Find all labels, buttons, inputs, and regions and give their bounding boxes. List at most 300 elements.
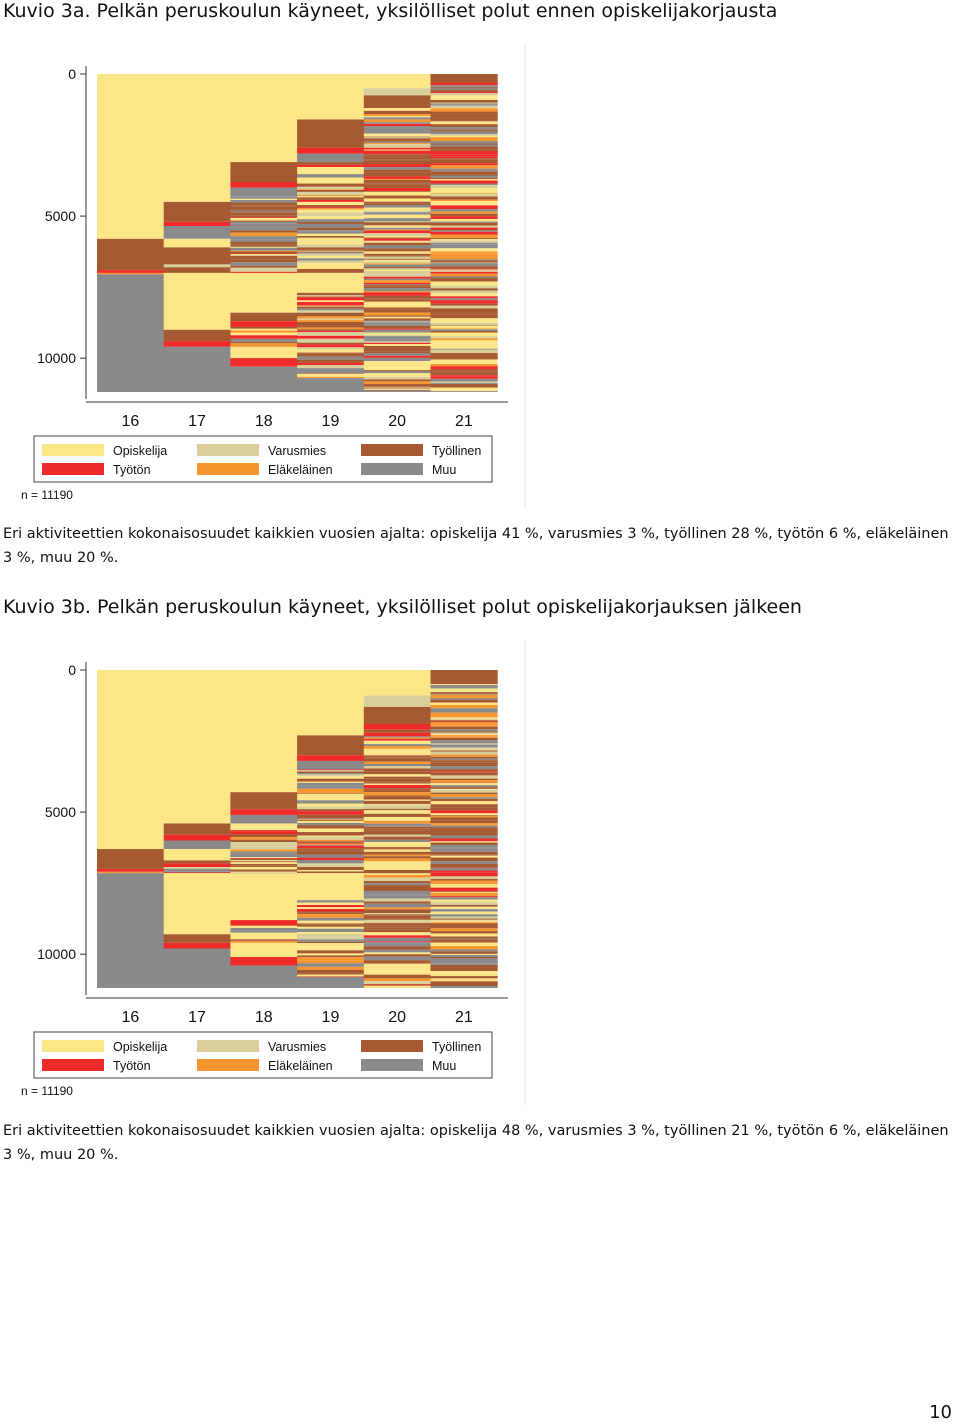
- sequence-stripe-tyollinen: [431, 828, 498, 830]
- sequence-segment-muu: [97, 274, 164, 392]
- sequence-segment-tyollinen: [230, 162, 297, 182]
- sequence-stripe-muu: [364, 284, 431, 285]
- sequence-stripe-tyollinen: [364, 831, 431, 834]
- sequence-stripe-tyollinen: [431, 369, 498, 371]
- sequence-stripe-elakelainen: [297, 320, 364, 322]
- sequence-stripe-opiskelija: [431, 320, 498, 323]
- sequence-stripe-elakelainen: [431, 725, 498, 726]
- sequence-stripe-muu: [230, 200, 297, 201]
- sequence-stripe-opiskelija: [297, 238, 364, 241]
- sequence-stripe-varusmies: [431, 748, 498, 749]
- sequence-stripe-tyollinen: [364, 298, 431, 300]
- sequence-stripe-tyollinen: [431, 788, 498, 789]
- sequence-stripe-muu: [230, 224, 297, 228]
- sequence-stripe-tyoton: [164, 872, 231, 873]
- legend-swatch-elakelainen: [197, 463, 259, 475]
- sequence-stripe-muu: [431, 391, 498, 392]
- sequence-stripe-opiskelija: [431, 282, 498, 284]
- sequence-stripe-tyollinen: [431, 372, 498, 375]
- sequence-stripe-opiskelija: [431, 813, 498, 815]
- sequence-stripe-tyoton: [364, 151, 431, 155]
- sequence-stripe-tyollinen: [364, 757, 431, 759]
- sequence-stripe-tyollinen: [297, 942, 364, 943]
- sequence-stripe-tyoton: [431, 871, 498, 873]
- sequence-stripe-elakelainen: [431, 165, 498, 168]
- sequence-stripe-tyollinen: [364, 777, 431, 779]
- sequence-stripe-muu: [431, 685, 498, 688]
- sequence-stripe-tyollinen: [364, 885, 431, 887]
- sequence-stripe-elakelainen: [230, 330, 297, 332]
- sequence-stripe-tyollinen: [431, 214, 498, 217]
- sequence-segment-opiskelija: [364, 670, 431, 696]
- sequence-stripe-opiskelija: [230, 333, 297, 336]
- sequence-stripe-varusmies: [431, 743, 498, 744]
- sequence-stripe-muu: [431, 849, 498, 852]
- sequence-stripe-varusmies: [230, 842, 297, 844]
- sequence-stripe-tyollinen: [431, 223, 498, 226]
- sequence-stripe-tyollinen: [297, 205, 364, 206]
- sequence-stripe-tyollinen: [364, 191, 431, 192]
- n-label: n = 11190: [21, 1084, 73, 1098]
- sequence-stripe-tyollinen: [364, 267, 431, 268]
- sequence-stripe-tyoton: [431, 151, 498, 154]
- sequence-stripe-muu: [297, 823, 364, 825]
- sequence-stripe-opiskelija: [297, 776, 364, 778]
- sequence-stripe-tyollinen: [297, 871, 364, 873]
- sequence-stripe-elakelainen: [364, 280, 431, 283]
- sequence-stripe-tyollinen: [364, 887, 431, 891]
- sequence-stripe-elakelainen: [431, 816, 498, 817]
- sequence-segment-muu: [97, 873, 164, 988]
- sequence-stripe-elakelainen: [431, 716, 498, 717]
- legend-swatch-varusmies: [197, 444, 259, 456]
- sequence-stripe-muu: [297, 174, 364, 177]
- x-tick-label: 21: [454, 413, 473, 430]
- sequence-stripe-tyollinen: [431, 843, 498, 845]
- sequence-stripe-muu: [364, 736, 431, 737]
- sequence-stripe-muu: [431, 329, 498, 331]
- sequence-stripe-elakelainen: [431, 893, 498, 896]
- sequence-stripe-tyollinen: [364, 185, 431, 188]
- sequence-stripe-opiskelija: [364, 225, 431, 227]
- sequence-stripe-muu: [364, 167, 431, 168]
- sequence-stripe-elakelainen: [297, 844, 364, 845]
- sequence-stripe-tyollinen: [230, 230, 297, 232]
- sequence-stripe-muu: [364, 123, 431, 124]
- sequence-stripe-elakelainen: [297, 960, 364, 963]
- sequence-stripe-opiskelija: [431, 283, 498, 285]
- sequence-stripe-opiskelija: [364, 964, 431, 967]
- n-label: n = 11190: [21, 488, 73, 502]
- sequence-stripe-tyollinen: [364, 827, 431, 829]
- sequence-stripe-varusmies: [164, 867, 231, 869]
- sequence-stripe-tyoton: [431, 375, 498, 376]
- sequence-stripe-varusmies: [364, 981, 431, 984]
- sequence-stripe-muu: [431, 710, 498, 712]
- sequence-stripe-opiskelija: [431, 691, 498, 692]
- sequence-stripe-opiskelija: [297, 251, 364, 252]
- sequence-stripe-tyollinen: [364, 852, 431, 855]
- sequence-stripe-tyollinen: [364, 256, 431, 257]
- sequence-stripe-tyollinen: [364, 791, 431, 792]
- sequence-stripe-tyollinen: [431, 919, 498, 920]
- sequence-stripe-tyollinen: [230, 939, 297, 940]
- sequence-stripe-tyoton: [431, 888, 498, 892]
- sequence-stripe-muu: [297, 231, 364, 234]
- sequence-stripe-tyollinen: [297, 820, 364, 821]
- sequence-segment-varusmies: [164, 264, 231, 267]
- sequence-segment-tyoton: [230, 321, 297, 327]
- sequence-stripe-tyollinen: [297, 313, 364, 317]
- sequence-stripe-varusmies: [364, 335, 431, 336]
- sequence-chart-3a: [20, 44, 530, 509]
- sequence-stripe-tyollinen: [431, 983, 498, 986]
- sequence-stripe-tyollinen: [431, 115, 498, 118]
- y-tick-label: 0: [68, 66, 76, 82]
- sequence-stripe-elakelainen: [364, 179, 431, 180]
- sequence-stripe-elakelainen: [364, 387, 431, 388]
- sequence-stripe-tyoton: [364, 985, 431, 986]
- sequence-stripe-elakelainen: [297, 789, 364, 792]
- sequence-stripe-tyollinen: [364, 730, 431, 732]
- sequence-stripe-muu: [431, 708, 498, 710]
- sequence-stripe-tyoton: [364, 941, 431, 942]
- sequence-stripe-tyollinen: [364, 111, 431, 114]
- sequence-stripe-tyollinen: [297, 343, 364, 345]
- legend-swatch-tyollinen: [361, 444, 423, 456]
- sequence-stripe-opiskelija: [230, 935, 297, 937]
- sequence-stripe-tyoton: [364, 124, 431, 126]
- sequence-stripe-opiskelija: [364, 373, 431, 376]
- sequence-stripe-opiskelija: [431, 933, 498, 936]
- sequence-stripe-opiskelija: [431, 734, 498, 735]
- sequence-stripe-opiskelija: [431, 684, 498, 685]
- sequence-stripe-tyollinen: [364, 759, 431, 761]
- x-tick-label: 19: [321, 1009, 340, 1026]
- sequence-segment-opiskelija: [230, 273, 297, 313]
- sequence-stripe-muu: [364, 245, 431, 248]
- sequence-stripe-elakelainen: [431, 193, 498, 194]
- sequence-stripe-opiskelija: [297, 948, 364, 950]
- sequence-stripe-varusmies: [431, 920, 498, 921]
- sequence-stripe-tyollinen: [297, 970, 364, 973]
- sequence-stripe-varusmies: [431, 194, 498, 196]
- sequence-stripe-muu: [364, 944, 431, 947]
- sequence-stripe-tyollinen: [431, 288, 498, 290]
- sequence-stripe-elakelainen: [431, 251, 498, 253]
- sequence-stripe-opiskelija: [431, 783, 498, 786]
- sequence-stripe-muu: [431, 740, 498, 743]
- sequence-stripe-opiskelija: [364, 861, 431, 864]
- sequence-stripe-tyollinen: [364, 756, 431, 757]
- sequence-stripe-muu: [431, 383, 498, 384]
- sequence-stripe-varusmies: [297, 339, 364, 342]
- sequence-stripe-tyoton: [431, 232, 498, 235]
- sequence-stripe-varusmies: [297, 770, 364, 771]
- sequence-stripe-tyoton: [297, 302, 364, 306]
- sequence-stripe-tyollinen: [431, 804, 498, 807]
- sequence-stripe-opiskelija: [364, 986, 431, 988]
- sequence-stripe-tyollinen: [230, 259, 297, 262]
- sequence-stripe-tyollinen: [364, 183, 431, 185]
- sequence-stripe-muu: [364, 122, 431, 123]
- sequence-stripe-muu: [164, 869, 231, 872]
- sequence-stripe-tyollinen: [230, 245, 297, 247]
- sequence-stripe-tyollinen: [230, 252, 297, 254]
- sequence-stripe-varusmies: [297, 936, 364, 938]
- sequence-stripe-tyollinen: [297, 247, 364, 249]
- sequence-stripe-varusmies: [364, 257, 431, 259]
- sequence-segment-muu: [230, 815, 297, 824]
- sequence-stripe-opiskelija: [297, 903, 364, 905]
- sequence-stripe-tyoton: [364, 935, 431, 937]
- sequence-stripe-tyollinen: [431, 171, 498, 175]
- sequence-stripe-tyoton: [431, 721, 498, 722]
- sequence-stripe-muu: [297, 800, 364, 803]
- sequence-stripe-opiskelija: [431, 239, 498, 240]
- sequence-stripe-muu: [364, 340, 431, 342]
- sequence-stripe-varusmies: [431, 904, 498, 905]
- sequence-stripe-muu: [431, 897, 498, 899]
- sequence-stripe-muu: [364, 168, 431, 170]
- sequence-stripe-tyollinen: [230, 940, 297, 941]
- sequence-stripe-tyoton: [431, 873, 498, 877]
- sequence-stripe-muu: [431, 785, 498, 787]
- sequence-stripe-tyollinen: [364, 161, 431, 164]
- sequence-stripe-muu: [431, 962, 498, 964]
- sequence-stripe-opiskelija: [297, 821, 364, 823]
- sequence-stripe-muu: [364, 279, 431, 281]
- sequence-stripe-varusmies: [431, 103, 498, 104]
- sequence-stripe-elakelainen: [230, 837, 297, 840]
- sequence-stripe-varusmies: [364, 341, 431, 342]
- sequence-stripe-varusmies: [431, 775, 498, 778]
- sequence-stripe-tyoton: [431, 216, 498, 219]
- sequence-stripe-muu: [230, 196, 297, 199]
- sequence-stripe-muu: [364, 117, 431, 119]
- sequence-stripe-elakelainen: [431, 137, 498, 138]
- sequence-stripe-tyoton: [297, 905, 364, 907]
- sequence-stripe-tyoton: [431, 296, 498, 298]
- sequence-segment-tyoton: [164, 835, 231, 841]
- sequence-segment-tyollinen: [297, 119, 364, 147]
- sequence-stripe-opiskelija: [364, 810, 431, 813]
- sequence-stripe-muu: [364, 894, 431, 895]
- sequence-stripe-tyollinen: [431, 833, 498, 836]
- sequence-segment-opiskelija: [364, 74, 431, 88]
- sequence-stripe-opiskelija: [431, 703, 498, 705]
- sequence-stripe-opiskelija: [431, 318, 498, 319]
- sequence-stripe-tyollinen: [230, 259, 297, 260]
- sequence-stripe-varusmies: [431, 876, 498, 879]
- sequence-stripe-opiskelija: [431, 340, 498, 343]
- sequence-stripe-tyollinen: [431, 278, 498, 282]
- sequence-stripe-tyollinen: [297, 912, 364, 913]
- sequence-stripe-tyoton: [297, 909, 364, 911]
- sequence-stripe-varusmies: [297, 774, 364, 776]
- sequence-stripe-muu: [297, 845, 364, 846]
- legend-swatch-tyoton: [42, 463, 104, 475]
- sequence-stripe-varusmies: [431, 106, 498, 109]
- sequence-stripe-tyollinen: [431, 158, 498, 159]
- sequence-stripe-opiskelija: [297, 170, 364, 171]
- sequence-stripe-muu: [297, 963, 364, 967]
- sequence-stripe-muu: [364, 130, 431, 133]
- sequence-stripe-opiskelija: [431, 789, 498, 790]
- sequence-stripe-tyollinen: [364, 159, 431, 160]
- sequence-stripe-opiskelija: [297, 828, 364, 832]
- sequence-segment-opiskelija: [297, 670, 364, 735]
- sequence-stripe-tyoton: [364, 292, 431, 296]
- sequence-segment-opiskelija: [164, 873, 231, 934]
- sequence-stripe-tyollinen: [431, 304, 498, 306]
- sequence-stripe-tyollinen: [431, 937, 498, 939]
- sequence-stripe-tyollinen: [431, 100, 498, 103]
- y-tick-label: 5000: [44, 804, 76, 821]
- sequence-stripe-varusmies: [297, 254, 364, 256]
- sequence-stripe-opiskelija: [230, 824, 297, 827]
- sequence-stripe-elakelainen: [431, 108, 498, 111]
- sequence-stripe-tyollinen: [364, 379, 431, 381]
- sequence-stripe-tyollinen: [364, 285, 431, 287]
- sequence-stripe-tyollinen: [364, 954, 431, 957]
- sequence-stripe-tyoton: [364, 739, 431, 741]
- sequence-stripe-tyollinen: [364, 929, 431, 932]
- sequence-segment-muu: [164, 226, 231, 239]
- sequence-stripe-muu: [431, 847, 498, 849]
- sequence-stripe-varusmies: [230, 271, 297, 272]
- sequence-stripe-tyoton: [297, 331, 364, 332]
- sequence-stripe-tyollinen: [431, 858, 498, 861]
- sequence-stripe-elakelainen: [364, 821, 431, 824]
- sequence-stripe-opiskelija: [431, 121, 498, 124]
- sequence-stripe-tyollinen: [364, 196, 431, 199]
- sequence-stripe-tyollinen: [431, 260, 498, 262]
- sequence-segment-muu: [230, 966, 297, 988]
- sequence-segment-muu: [297, 154, 364, 163]
- legend-swatch-muu: [361, 1059, 423, 1071]
- sequence-stripe-muu: [297, 786, 364, 788]
- sequence-stripe-elakelainen: [364, 738, 431, 739]
- sequence-stripe-tyoton: [431, 272, 498, 274]
- sequence-stripe-muu: [431, 127, 498, 129]
- sequence-stripe-elakelainen: [431, 256, 498, 259]
- sequence-stripe-tyollinen: [364, 769, 431, 772]
- sequence-stripe-varusmies: [230, 872, 297, 873]
- sequence-stripe-elakelainen: [431, 695, 498, 698]
- sequence-stripe-tyoton: [431, 154, 498, 157]
- sequence-stripe-muu: [431, 950, 498, 951]
- sequence-stripe-tyollinen: [431, 198, 498, 200]
- sequence-stripe-opiskelija: [431, 954, 498, 955]
- sequence-stripe-varusmies: [297, 310, 364, 312]
- sequence-stripe-muu: [431, 86, 498, 87]
- sequence-stripe-tyollinen: [297, 955, 364, 957]
- sequence-segment-tyoton: [230, 358, 297, 367]
- sequence-segment-tyollinen: [230, 313, 297, 322]
- sequence-stripe-muu: [431, 105, 498, 106]
- sequence-stripe-varusmies: [297, 187, 364, 188]
- sequence-stripe-tyollinen: [230, 212, 297, 213]
- sequence-stripe-opiskelija: [364, 932, 431, 935]
- sequence-stripe-muu: [364, 126, 431, 127]
- sequence-stripe-muu: [431, 298, 498, 300]
- sequence-segment-tyoton: [364, 724, 431, 730]
- y-tick-label: 10000: [37, 350, 76, 367]
- sequence-stripe-muu: [364, 891, 431, 894]
- sequence-stripe-muu: [431, 184, 498, 185]
- sequence-stripe-muu: [364, 371, 431, 373]
- sequence-stripe-tyollinen: [431, 118, 498, 121]
- sequence-stripe-tyollinen: [297, 923, 364, 924]
- sequence-stripe-tyoton: [431, 366, 498, 369]
- sequence-stripe-tyoton: [164, 863, 231, 867]
- sequence-stripe-varusmies: [431, 747, 498, 748]
- sequence-stripe-varusmies: [431, 291, 498, 294]
- sequence-stripe-varusmies: [297, 863, 364, 864]
- sequence-stripe-tyollinen: [230, 266, 297, 268]
- sequence-stripe-muu: [431, 766, 498, 769]
- sequence-stripe-tyollinen: [297, 973, 364, 975]
- sequence-stripe-tyoton: [364, 164, 431, 167]
- sequence-stripe-opiskelija: [364, 376, 431, 377]
- sequence-stripe-muu: [297, 818, 364, 819]
- sequence-stripe-tyollinen: [364, 346, 431, 348]
- sequence-stripe-tyollinen: [431, 772, 498, 775]
- sequence-stripe-tyollinen: [431, 968, 498, 971]
- sequence-stripe-tyollinen: [431, 692, 498, 693]
- sequence-stripe-tyollinen: [364, 300, 431, 302]
- sequence-stripe-elakelainen: [431, 235, 498, 238]
- sequence-stripe-opiskelija: [364, 333, 431, 335]
- sequence-stripe-varusmies: [230, 268, 297, 271]
- sequence-stripe-opiskelija: [364, 842, 431, 844]
- sequence-stripe-tyollinen: [364, 308, 431, 310]
- sequence-stripe-muu: [364, 288, 431, 291]
- legend-swatch-muu: [361, 463, 423, 475]
- sequence-stripe-tyollinen: [431, 817, 498, 821]
- sequence-stripe-opiskelija: [230, 862, 297, 864]
- sequence-stripe-opiskelija: [364, 752, 431, 756]
- sequence-stripe-muu: [297, 900, 364, 902]
- sequence-stripe-tyollinen: [364, 238, 431, 239]
- sequence-stripe-varusmies: [431, 382, 498, 383]
- sequence-stripe-tyoton: [431, 771, 498, 772]
- sequence-stripe-varusmies: [431, 226, 498, 228]
- sequence-stripe-opiskelija: [431, 333, 498, 337]
- sequence-stripe-muu: [431, 958, 498, 962]
- sequence-stripe-opiskelija: [230, 329, 297, 331]
- sequence-stripe-varusmies: [297, 342, 364, 343]
- sequence-stripe-muu: [364, 825, 431, 826]
- sequence-stripe-tyollinen: [364, 204, 431, 205]
- sequence-stripe-tyoton: [297, 843, 364, 844]
- sequence-stripe-muu: [431, 88, 498, 90]
- sequence-stripe-muu: [431, 176, 498, 178]
- sequence-stripe-muu: [364, 824, 431, 826]
- sequence-stripe-varusmies: [364, 274, 431, 277]
- sequence-stripe-tyollinen: [230, 210, 297, 211]
- sequence-stripe-muu: [431, 104, 498, 105]
- sequence-stripe-muu: [230, 339, 297, 342]
- sequence-stripe-tyollinen: [364, 901, 431, 903]
- sequence-stripe-opiskelija: [297, 167, 364, 170]
- sequence-stripe-opiskelija: [297, 234, 364, 236]
- sequence-segment-tyollinen: [97, 239, 164, 270]
- sequence-stripe-tyollinen: [431, 951, 498, 954]
- sequence-stripe-tyollinen: [364, 781, 431, 782]
- sequence-stripe-tyollinen: [431, 353, 498, 356]
